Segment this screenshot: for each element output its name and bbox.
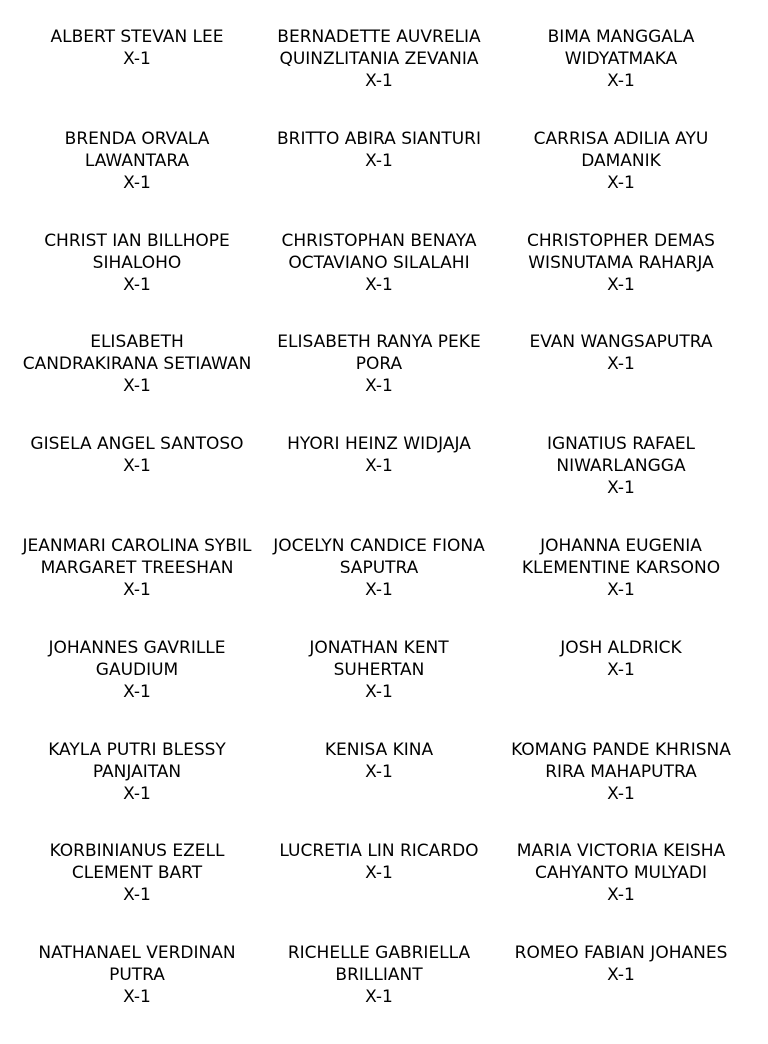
student-name: CHRISTOPHER DEMAS WISNUTAMA RAHARJA — [527, 230, 715, 273]
student-name: EVAN WANGSAPUTRA — [529, 332, 713, 353]
name-label-r2-c2 — [258, 128, 500, 230]
name-label-r5-c3 — [500, 433, 742, 535]
name-label-r9-c1 — [16, 840, 258, 942]
student-name: BIMA MANGGALA WIDYATMAKA — [547, 27, 695, 69]
class-name: X-1 — [607, 274, 635, 295]
class-name: X-1 — [123, 987, 151, 1008]
student-name: ELISABETH RANYA PEKE PORA — [277, 332, 481, 375]
name-label-r9-c2 — [258, 840, 500, 942]
class-name: X-1 — [365, 579, 393, 600]
class-name: X-1 — [123, 579, 151, 600]
student-name: KENISA KINA — [324, 739, 434, 760]
name-label-r8-c2 — [258, 739, 500, 841]
name-label-r2-c1 — [16, 128, 258, 230]
class-name: X-1 — [123, 172, 151, 193]
name-label-r3-c3 — [500, 230, 742, 332]
student-name: KAYLA PUTRI BLESSY PANJAITAN — [48, 739, 226, 782]
name-label-r6-c2 — [258, 535, 500, 637]
name-label-r4-c3 — [500, 331, 742, 433]
class-name: X-1 — [607, 354, 635, 375]
class-name: X-1 — [365, 987, 393, 1008]
name-label-r1-c3 — [500, 26, 742, 128]
class-name: X-1 — [123, 681, 151, 702]
student-name: CHRIST IAN BILLHOPE SIHALOHO — [44, 230, 230, 273]
class-name: X-1 — [123, 274, 151, 295]
student-name: JOHANNES GAVRILLE GAUDIUM — [48, 637, 226, 680]
label-sheet — [16, 26, 742, 1044]
name-label-r6-c1 — [16, 535, 258, 637]
class-name: X-1 — [365, 681, 393, 702]
name-label-r8-c1 — [16, 739, 258, 841]
name-label-r3-c1 — [16, 230, 258, 332]
name-label-r4-c2 — [258, 331, 500, 433]
class-name: X-1 — [365, 150, 393, 171]
class-name: X-1 — [365, 456, 393, 477]
name-label-r10-c1 — [16, 942, 258, 1044]
student-name: GISELA ANGEL SANTOSO — [30, 434, 244, 455]
class-name: X-1 — [123, 783, 151, 804]
class-name: X-1 — [607, 172, 635, 193]
class-name: X-1 — [607, 783, 635, 804]
name-label-r1-c2 — [258, 26, 500, 128]
class-name: X-1 — [365, 274, 393, 295]
class-name: X-1 — [607, 885, 635, 906]
name-label-r5-c1 — [16, 433, 258, 535]
class-name: X-1 — [607, 71, 635, 91]
name-label-r4-c1 — [16, 331, 258, 433]
student-name: KOMANG PANDE KHRISNA RIRA MAHAPUTRA — [511, 739, 731, 782]
class-name: X-1 — [365, 71, 393, 91]
student-name: ROMEO FABIAN JOHANES — [514, 943, 728, 964]
student-name: BRENDA ORVALA LAWANTARA — [64, 128, 210, 171]
student-name: KORBINIANUS EZELL CLEMENT BART — [49, 841, 225, 884]
student-name: JOSH ALDRICK — [560, 637, 682, 658]
name-label-r1-c1 — [16, 26, 258, 128]
name-label-r7-c2 — [258, 637, 500, 739]
name-label-r8-c3 — [500, 739, 742, 841]
student-name: IGNATIUS RAFAEL NIWARLANGGA — [546, 434, 696, 477]
class-name: X-1 — [365, 761, 393, 782]
class-name: X-1 — [607, 965, 635, 986]
name-label-r10-c3 — [500, 942, 742, 1044]
name-label-r7-c1 — [16, 637, 258, 739]
student-name: ALBERT STEVAN LEE — [50, 27, 224, 47]
student-name: CARRISA ADILIA AYU DAMANIK — [533, 128, 709, 171]
student-name: CHRISTOPHAN BENAYA OCTAVIANO SILALAHI — [281, 230, 477, 273]
class-name: X-1 — [123, 49, 151, 69]
student-name: JONATHAN KENT SUHERTAN — [309, 637, 449, 680]
student-name: JOHANNA EUGENIA KLEMENTINE KARSONO — [521, 535, 721, 578]
student-name: BRITTO ABIRA SIANTURI — [276, 128, 481, 149]
class-name: X-1 — [365, 863, 393, 884]
class-name: X-1 — [123, 885, 151, 906]
name-label-r2-c3 — [500, 128, 742, 230]
student-name: MARIA VICTORIA KEISHA CAHYANTO MULYADI — [516, 841, 726, 884]
student-name: JEANMARI CAROLINA SYBIL MARGARET TREESHAN — [22, 535, 252, 578]
class-name: X-1 — [607, 478, 635, 499]
student-name: JOCELYN CANDICE FIONA SAPUTRA — [273, 535, 485, 578]
class-name: X-1 — [123, 376, 151, 397]
name-label-r7-c3 — [500, 637, 742, 739]
student-name: HYORI HEINZ WIDJAJA — [287, 434, 471, 455]
name-label-r5-c2 — [258, 433, 500, 535]
name-label-r6-c3 — [500, 535, 742, 637]
class-name: X-1 — [123, 456, 151, 477]
class-name: X-1 — [607, 579, 635, 600]
student-name: RICHELLE GABRIELLA BRILLIANT — [287, 943, 471, 986]
name-label-r3-c2 — [258, 230, 500, 332]
class-name: X-1 — [607, 659, 635, 680]
student-name: LUCRETIA LIN RICARDO — [279, 841, 479, 862]
student-name: BERNADETTE AUVRELIA QUINZLITANIA ZEVANIA — [277, 27, 481, 69]
class-name: X-1 — [365, 376, 393, 397]
name-label-r10-c2 — [258, 942, 500, 1044]
student-name: ELISABETH CANDRAKIRANA SETIAWAN — [22, 332, 252, 375]
name-label-r9-c3 — [500, 840, 742, 942]
student-name: NATHANAEL VERDINAN PUTRA — [38, 943, 236, 986]
